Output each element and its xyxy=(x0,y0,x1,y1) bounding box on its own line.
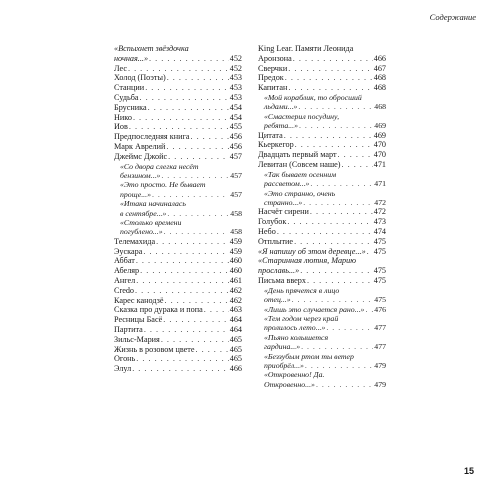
toc-entry xyxy=(114,73,242,83)
toc-entry-title: Лес xyxy=(114,63,127,73)
toc-entry-title: Насчёт сирени xyxy=(258,207,309,217)
page-header-title: Содержание xyxy=(429,12,476,22)
toc-entry-title: Сказка про дурака и попа xyxy=(114,305,203,315)
dot-leader xyxy=(300,266,373,276)
dot-leader xyxy=(338,150,373,160)
toc-entry-title: Аббат xyxy=(114,256,135,266)
dot-leader xyxy=(144,325,229,335)
toc-entry-page: 454 xyxy=(229,102,242,112)
toc-entry xyxy=(258,64,386,74)
toc-entry-title: Двадцать первый март xyxy=(258,150,337,160)
dot-leader xyxy=(167,73,229,83)
toc-entry xyxy=(114,199,242,218)
toc-entry xyxy=(114,286,242,296)
toc-entry-page: 460 xyxy=(229,256,242,266)
toc-entry xyxy=(114,180,242,199)
dot-leader xyxy=(166,142,228,152)
dot-leader xyxy=(161,171,229,180)
toc-entry-page: 468 xyxy=(373,73,386,83)
toc-entry xyxy=(114,122,242,132)
toc-entry xyxy=(114,93,242,103)
dot-leader xyxy=(190,132,228,142)
toc-entry-page: 472 xyxy=(374,198,386,208)
toc-entry-title: «Вспыхнет звёздочка xyxy=(114,44,189,53)
toc-entry xyxy=(258,44,386,54)
dot-leader xyxy=(167,209,229,218)
toc-entry xyxy=(114,218,242,237)
toc-entry-title: «Итака начиналась xyxy=(120,199,186,209)
toc-entry xyxy=(258,93,386,112)
toc-entry-page: 464 xyxy=(229,324,242,334)
toc-entry-page: 462 xyxy=(229,285,242,295)
toc-entry-page: 469 xyxy=(373,130,386,140)
toc-entry-title: Credo xyxy=(114,285,135,295)
toc-entry xyxy=(258,73,386,83)
toc-entry-title: Холод (Поэты) xyxy=(114,73,166,83)
dot-leader xyxy=(305,361,373,370)
dot-leader xyxy=(140,266,229,276)
toc-entry-page: 458 xyxy=(230,227,242,237)
toc-entry-title-continued: прославь...» xyxy=(258,266,300,276)
toc-entry-title-continued: гардина...» xyxy=(264,342,301,352)
toc-entry-page: 458 xyxy=(230,208,242,218)
toc-entry xyxy=(258,305,386,314)
toc-entry-page: 475 xyxy=(373,246,386,256)
toc-entry-title: King Lear. Памяти Леонида xyxy=(258,44,354,53)
toc-entry xyxy=(258,140,386,150)
toc-entry-title: Иов xyxy=(114,122,128,132)
dot-leader xyxy=(143,247,228,257)
toc-entry-page: 453 xyxy=(229,92,242,102)
dot-leader xyxy=(294,237,373,247)
toc-entry-title: Марк Аврелий xyxy=(114,141,166,151)
toc-entry-title: Кьеркегор xyxy=(258,140,294,150)
toc-entry-title: Брусника xyxy=(114,102,147,112)
toc-entry-title: «Мой кораблик, то обросший xyxy=(264,92,362,102)
toc-entry xyxy=(258,189,386,208)
toc-entry-title: Сверчки xyxy=(258,63,288,73)
dot-leader xyxy=(316,380,373,389)
toc-entry xyxy=(114,256,242,266)
toc-entry-page: 475 xyxy=(373,236,386,246)
toc-entry-title: Предок xyxy=(258,73,284,83)
toc-entry-title: «Так бывает осенним xyxy=(264,169,337,179)
toc-entry xyxy=(258,286,386,305)
toc-entry-title-continued: пролилось лето...» xyxy=(264,323,326,333)
toc-entry-page: 474 xyxy=(373,227,386,237)
toc-entry-title: Элул xyxy=(114,364,132,374)
dot-leader xyxy=(303,198,373,207)
toc-entry-page: 475 xyxy=(373,276,386,285)
toc-entry-page: 463 xyxy=(229,305,242,315)
toc-left-column xyxy=(114,44,242,374)
toc-entry-page: 477 xyxy=(374,342,386,352)
toc-entry-page: 469 xyxy=(374,121,386,131)
toc-entry xyxy=(114,113,242,123)
toc-entry-title: Партита xyxy=(114,324,143,334)
dot-leader xyxy=(367,247,373,257)
toc-entry xyxy=(258,54,386,64)
toc-entry xyxy=(114,162,242,181)
dot-leader xyxy=(136,256,229,266)
toc-entry xyxy=(114,305,242,315)
toc-entry xyxy=(258,333,386,352)
dot-leader xyxy=(310,207,373,217)
toc-entry xyxy=(114,83,242,93)
toc-entry-title: Ангел xyxy=(114,276,136,285)
toc-entry-title: Письма вверх xyxy=(258,276,306,285)
toc-entry xyxy=(114,103,242,113)
toc-entry-title: Небо xyxy=(258,227,276,237)
toc-entry xyxy=(258,352,386,371)
toc-entry-title: «Смастерил посудину, xyxy=(264,111,340,121)
toc-entry-page: 454 xyxy=(229,112,242,122)
toc-entry xyxy=(114,237,242,247)
toc-entry-page: 477 xyxy=(374,323,386,333)
toc-entry-page: 470 xyxy=(373,150,386,160)
toc-entry-title-continued: ребята...» xyxy=(264,121,298,131)
toc-entry-title: «Я напишу об этом деревце...» xyxy=(258,246,366,256)
toc-entry-title: «Со двора слегка несёт xyxy=(120,161,199,171)
toc-entry-title: Левитан (Совсем наше) xyxy=(258,160,341,169)
dot-leader xyxy=(148,103,229,113)
dot-leader xyxy=(277,227,373,237)
toc-entry-page: 452 xyxy=(229,53,242,63)
dot-leader xyxy=(299,121,373,130)
dot-leader xyxy=(292,295,374,304)
dot-leader xyxy=(326,323,373,332)
toc-entry-page: 475 xyxy=(374,295,386,305)
dot-leader xyxy=(287,217,372,227)
toc-entry-page: 455 xyxy=(229,122,242,132)
page-number: 15 xyxy=(463,466,474,476)
toc-entry-title: Ресницы Басё xyxy=(114,315,163,325)
dot-leader xyxy=(365,305,373,314)
dot-leader xyxy=(136,354,228,364)
toc-entry-page: 465 xyxy=(229,354,242,364)
toc-entry-page: 457 xyxy=(230,189,242,199)
dot-leader xyxy=(149,54,229,64)
dot-leader xyxy=(196,345,229,355)
toc-entry xyxy=(258,160,386,170)
toc-entry xyxy=(114,364,242,374)
dot-leader xyxy=(128,64,229,74)
toc-entry xyxy=(258,314,386,333)
dot-leader xyxy=(293,54,373,64)
toc-entry xyxy=(114,64,242,74)
toc-entry-title: «Столько времени xyxy=(120,218,182,227)
toc-entry-title: Станции xyxy=(114,83,145,93)
dot-leader xyxy=(129,122,229,132)
dot-leader xyxy=(164,296,228,306)
toc-entry xyxy=(114,354,242,364)
dot-leader xyxy=(161,335,229,345)
toc-entry-title: Отплытие xyxy=(258,236,294,246)
toc-entry-title: Аронзона xyxy=(258,53,292,63)
toc-entry xyxy=(258,227,386,237)
toc-entry xyxy=(114,247,242,257)
toc-entry-title: Джеймс Джойс xyxy=(114,151,168,161)
toc-entry-title: «Это странно, очень xyxy=(264,188,336,198)
toc-entry xyxy=(114,132,242,142)
toc-entry-title-continued: погублено...» xyxy=(120,227,163,237)
toc-entry-title: «Лишь это случается рано...» xyxy=(264,304,365,314)
toc-entry-title: Цитата xyxy=(258,130,283,140)
toc-entry-page: 476 xyxy=(374,304,386,314)
dot-leader xyxy=(307,276,373,286)
toc-entry-title: Зильс-Мария xyxy=(114,334,160,344)
toc-entry xyxy=(114,345,242,355)
toc-entry-page: 475 xyxy=(373,266,386,276)
toc-entry xyxy=(258,207,386,217)
toc-entry-page: 468 xyxy=(374,102,386,112)
toc-entry-page: 456 xyxy=(229,132,242,142)
dot-leader xyxy=(288,64,372,74)
dot-leader xyxy=(145,83,229,93)
toc-entry-title-continued: проще...» xyxy=(120,189,151,199)
dot-leader xyxy=(133,113,229,123)
toc-entry-page: 462 xyxy=(229,295,242,305)
toc-entry-page: 460 xyxy=(229,266,242,276)
toc-entry xyxy=(114,276,242,286)
toc-entry-title: Абеляр xyxy=(114,266,140,276)
dot-leader xyxy=(301,342,373,351)
toc-entry xyxy=(114,325,242,335)
dot-leader xyxy=(168,152,229,162)
toc-entry xyxy=(258,150,386,160)
toc-entry-page: 471 xyxy=(374,179,386,189)
toc-entry-title: «Старинная лютня, Марию xyxy=(258,256,357,266)
toc-entry-page: 457 xyxy=(230,170,242,180)
toc-entry-page: 472 xyxy=(373,207,386,217)
toc-entry-title-continued: странно...» xyxy=(264,198,303,208)
toc-entry-title: Предпоследняя книга xyxy=(114,132,190,142)
toc-entry-title: Жизнь в розовом цвете xyxy=(114,344,195,354)
toc-entry xyxy=(114,142,242,152)
toc-entry xyxy=(258,237,386,247)
toc-entry-page: 479 xyxy=(374,361,386,371)
toc-entry-title: «Это просто. Не бывает xyxy=(120,180,206,190)
toc-entry-title-continued: приобрёл...» xyxy=(264,361,304,371)
toc-entry-title: Карес канодзё xyxy=(114,295,164,305)
toc-entry-page: 456 xyxy=(229,141,242,151)
toc-entry xyxy=(114,266,242,276)
toc-entry-page: 464 xyxy=(229,315,242,325)
toc-entry-page: 473 xyxy=(373,217,386,227)
toc-entry-title-continued: отец...» xyxy=(264,295,291,305)
toc-entry-title: «Пьяно колышется xyxy=(264,332,329,342)
toc-entry-title: «Откровенно! Да. xyxy=(264,370,325,380)
toc-entry xyxy=(258,247,386,257)
dot-leader xyxy=(295,140,373,150)
toc-entry-title: Судьба xyxy=(114,92,139,102)
toc-entry-page: 453 xyxy=(229,73,242,83)
dot-leader xyxy=(298,102,373,111)
toc-entry-page: 452 xyxy=(229,63,242,73)
toc-entry xyxy=(258,370,386,389)
toc-entry-title-continued: ночная...» xyxy=(114,53,149,63)
toc-entry-page: 465 xyxy=(229,344,242,354)
toc-entry xyxy=(258,217,386,227)
toc-entry-page: 468 xyxy=(373,83,386,93)
toc-entry xyxy=(258,170,386,189)
toc-entry xyxy=(258,112,386,131)
toc-entry-title-continued: рассветом...» xyxy=(264,179,310,189)
dot-leader xyxy=(132,364,229,374)
toc-entry xyxy=(114,296,242,306)
toc-entry-page: 467 xyxy=(373,63,386,73)
toc-entry xyxy=(114,44,242,64)
toc-entry-title: Голубок xyxy=(258,217,287,227)
toc-entry-title: Телемахида xyxy=(114,236,156,246)
toc-entry-title: «Беззубым ртом ты ветер xyxy=(264,351,354,361)
toc-entry-page: 466 xyxy=(373,53,386,63)
toc-right-column xyxy=(258,44,386,389)
dot-leader xyxy=(136,276,228,286)
toc-entry-page: 457 xyxy=(229,151,242,161)
toc-entry-title: Огонь xyxy=(114,354,136,364)
dot-leader xyxy=(163,315,229,325)
toc-entry xyxy=(258,276,386,286)
toc-entry-title: Эускара xyxy=(114,246,143,256)
dot-leader xyxy=(310,179,373,188)
toc-entry-title-continued: льдами...» xyxy=(264,102,298,112)
toc-entry-title: Капитан xyxy=(258,83,288,93)
toc-entry-page: 461 xyxy=(229,276,242,285)
toc-entry xyxy=(258,83,386,93)
dot-leader xyxy=(285,73,373,83)
toc-entry-page: 459 xyxy=(229,236,242,246)
toc-entry-title: Нико xyxy=(114,112,132,122)
dot-leader xyxy=(288,83,372,93)
dot-leader xyxy=(204,305,229,315)
toc-entry-page: 471 xyxy=(373,160,386,169)
toc-entry xyxy=(258,131,386,141)
toc-entry xyxy=(114,315,242,325)
toc-entry-title-continued: бензином...» xyxy=(120,170,161,180)
dot-leader xyxy=(342,160,373,170)
dot-leader xyxy=(135,286,229,296)
toc-entry xyxy=(258,256,386,276)
toc-entry xyxy=(114,152,242,162)
dot-leader xyxy=(156,237,229,247)
toc-entry-page: 466 xyxy=(229,364,242,374)
toc-entry-page: 459 xyxy=(229,246,242,256)
dot-leader xyxy=(152,190,229,199)
toc-entry-title: «День прячется в лицо xyxy=(264,285,340,295)
dot-leader xyxy=(164,227,230,236)
dot-leader xyxy=(284,131,373,141)
toc-entry-title-continued: Откровенно...» xyxy=(264,379,315,389)
dot-leader xyxy=(140,93,229,103)
toc-entry-page: 470 xyxy=(373,140,386,150)
toc-entry-page: 453 xyxy=(229,83,242,93)
toc-entry-title: «Тем годом через край xyxy=(264,314,339,324)
toc-entry-title-continued: в сентябре...» xyxy=(120,208,167,218)
toc-entry-page: 465 xyxy=(229,334,242,344)
toc-entry-page: 479 xyxy=(374,379,386,389)
toc-entry xyxy=(114,335,242,345)
